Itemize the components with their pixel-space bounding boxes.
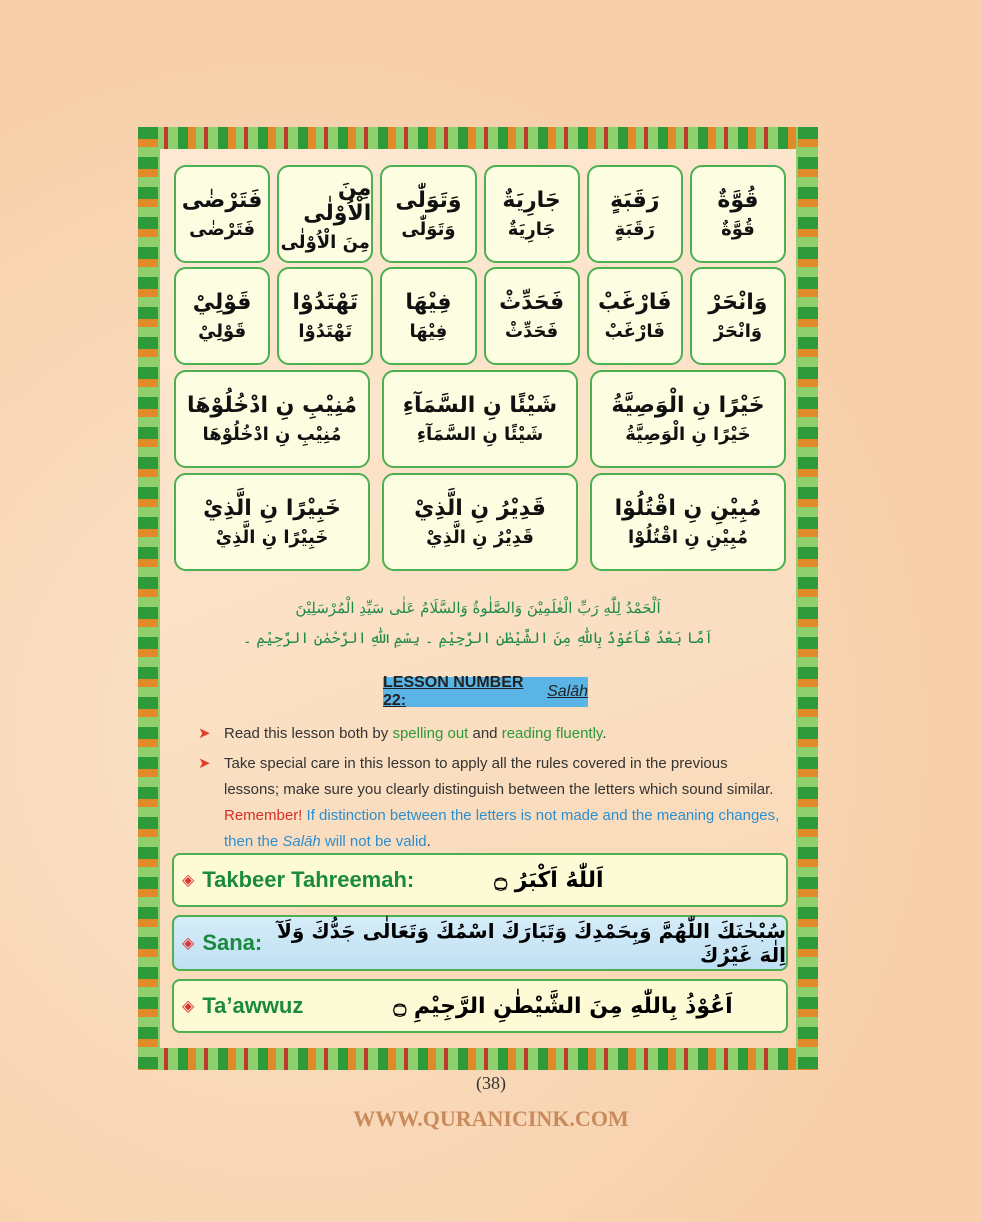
word-card [590, 370, 786, 468]
word-joined: فَارْغَبْ [597, 290, 672, 315]
word-joined: قَدِيْرُ نِ الَّذِيْ [414, 496, 546, 521]
word-joined: جَارِيَةٌ [502, 188, 561, 213]
bar-arabic: اَعُوْذُ بِاللّٰهِ مِنَ الشَّيْطٰنِ الرَّجِيْمِ ۝ [393, 993, 733, 1019]
word-card [382, 473, 578, 571]
ornamental-frame [138, 127, 818, 1070]
word-joined: وَتَوَلّٰى [395, 188, 462, 213]
border-ornament [138, 1048, 818, 1070]
border-ornament [138, 127, 158, 1070]
sana-bar [172, 915, 788, 971]
word-card [587, 165, 683, 263]
word-card [587, 267, 683, 365]
border-ornament [138, 127, 818, 149]
word-joined: شَيْئًا نِ السَّمَآءِ [402, 393, 558, 418]
word-spelled: قَوْلِيْ [198, 321, 247, 342]
text: and [468, 725, 502, 742]
word-joined: قَوْلِيْ [192, 290, 252, 315]
bar-label: Takbeer Tahreemah: [202, 867, 415, 892]
arrow-icon: ➤ [198, 755, 211, 772]
word-row-4 [174, 473, 786, 571]
taawwuz-bar [172, 979, 788, 1033]
word-joined: فِيْهَا [405, 290, 452, 315]
word-spelled: مُنِيْبِ نِ ادْخُلُوْهَا [202, 424, 342, 445]
text: Take special care in this lesson to apply all the rules covered in the previous lessons; make sure you clearly distinguish between the letters which sound similar. [224, 755, 774, 798]
word-spelled: وَانْحَرْ [713, 321, 763, 342]
dua-line-1: اَلْحَمْدُ لِلّٰهِ رَبِّ الْعٰلَمِيْنَ وَالصَّلٰوةُ وَالسَّلَامُ عَلٰى سَيِّدِ الْمُرْسَلِيْنَ [295, 599, 661, 617]
word-card [277, 165, 373, 263]
word-card [382, 370, 578, 468]
lesson-number: LESSON NUMBER 22: [383, 674, 524, 709]
word-joined: مِنَ الْاُوْلٰى [303, 175, 372, 226]
word-joined: فَحَدِّثْ [499, 290, 565, 315]
takbeer-bar [172, 853, 788, 907]
word-spelled: فَتَرْضٰى [189, 219, 256, 240]
border-ornament [798, 127, 818, 1070]
word-spelled: تَهْتَدُوْا [298, 321, 353, 342]
word-spelled: جَارِيَةٌ [507, 219, 556, 240]
word-row-2 [174, 267, 786, 365]
lesson-title [383, 674, 588, 709]
diamond-icon: ◈ [182, 872, 195, 889]
word-spelled: خَيْرًا نِ الْوَصِيَّةُ [625, 424, 751, 445]
word-spelled: مِنَ الْاُوْلٰى [280, 231, 370, 253]
word-joined: مُبِيْنِ نِ اقْتُلُوْا [614, 496, 762, 521]
word-card [277, 267, 373, 365]
arrow-icon: ➤ [198, 725, 211, 742]
text: Remember! [224, 807, 303, 824]
word-spelled: فَارْغَبْ [604, 321, 665, 342]
word-card [690, 165, 786, 263]
word-spelled: قُوَّةٌ [721, 219, 755, 240]
website-link[interactable]: WWW.QURANICINK.COM [353, 1106, 629, 1131]
text: Salāh [282, 833, 321, 850]
word-spelled: رَقَبَةٍ [614, 219, 655, 240]
word-card [174, 165, 270, 263]
bar-arabic: اَللّٰهُ اَكْبَرُ ۝ [494, 867, 604, 893]
word-card [484, 267, 580, 365]
word-joined: خَبِيْرًا نِ الَّذِيْ [203, 496, 341, 521]
word-row-3 [174, 370, 786, 468]
word-spelled: فِيْهَا [409, 321, 448, 342]
word-spelled: مُبِيْنِ نِ اقْتُلُوْا [627, 527, 749, 548]
bullet-1 [198, 721, 786, 747]
page-number: (38) [476, 1073, 506, 1093]
text: spelling out [392, 725, 469, 742]
word-card [380, 165, 476, 263]
word-joined: رَقَبَةٍ [610, 188, 660, 213]
word-row-1 [174, 165, 786, 263]
bar-label: Sana: [202, 930, 263, 955]
word-card [484, 165, 580, 263]
word-card [690, 267, 786, 365]
word-spelled: شَيْئًا نِ السَّمَآءِ [416, 424, 544, 445]
word-spelled: قَدِيْرُ نِ الَّذِيْ [426, 527, 534, 548]
text: will not be valid [320, 833, 427, 850]
text: If distinction between the letters is not made and the meaning changes, then the [224, 807, 780, 850]
diamond-icon: ◈ [182, 998, 195, 1015]
word-spelled: وَتَوَلّٰى [401, 219, 456, 240]
text: . [602, 725, 607, 742]
text: . [426, 833, 431, 850]
word-card [380, 267, 476, 365]
bullet-2 [198, 751, 786, 855]
word-card [590, 473, 786, 571]
word-spelled: فَحَدِّثْ [504, 321, 559, 342]
word-joined: خَيْرًا نِ الْوَصِيَّةُ [611, 393, 765, 418]
diamond-icon: ◈ [182, 935, 195, 952]
bar-label: Ta’awwuz [202, 993, 304, 1018]
text: Read this lesson both by [224, 725, 393, 742]
word-spelled: خَبِيْرًا نِ الَّذِيْ [215, 527, 329, 548]
word-joined: قُوَّةٌ [717, 188, 759, 213]
word-card [174, 267, 270, 365]
word-joined: مُنِيْبِ نِ ادْخُلُوْهَا [187, 393, 357, 418]
word-joined: وَانْحَرْ [708, 290, 768, 315]
word-joined: تَهْتَدُوْا [292, 290, 359, 315]
text: reading fluently [501, 725, 603, 742]
bar-arabic: سُبْحٰنَكَ اللّٰهُمَّ وَبِحَمْدِكَ وَتَبَارَكَ اسْمُكَ وَتَعَالٰى جَدُّكَ وَلَآ اِلٰهَ غَيْرُكَ [277, 919, 786, 967]
dua-line-2: اَمَّا بَعْدُ فَاَعُوْذُ بِاللّٰهِ مِنَ الشَّيْطٰنِ الرَّجِيْمِ ۔ بِسْمِ اللّٰهِ الرَّحْمٰنِ الرَّحِيْمِ ۔ [242, 629, 714, 647]
lesson-subject: Salāh [547, 683, 588, 700]
page-content [160, 149, 796, 1048]
word-card [174, 370, 370, 468]
word-card [174, 473, 370, 571]
word-joined: فَتَرْضٰى [181, 188, 263, 213]
